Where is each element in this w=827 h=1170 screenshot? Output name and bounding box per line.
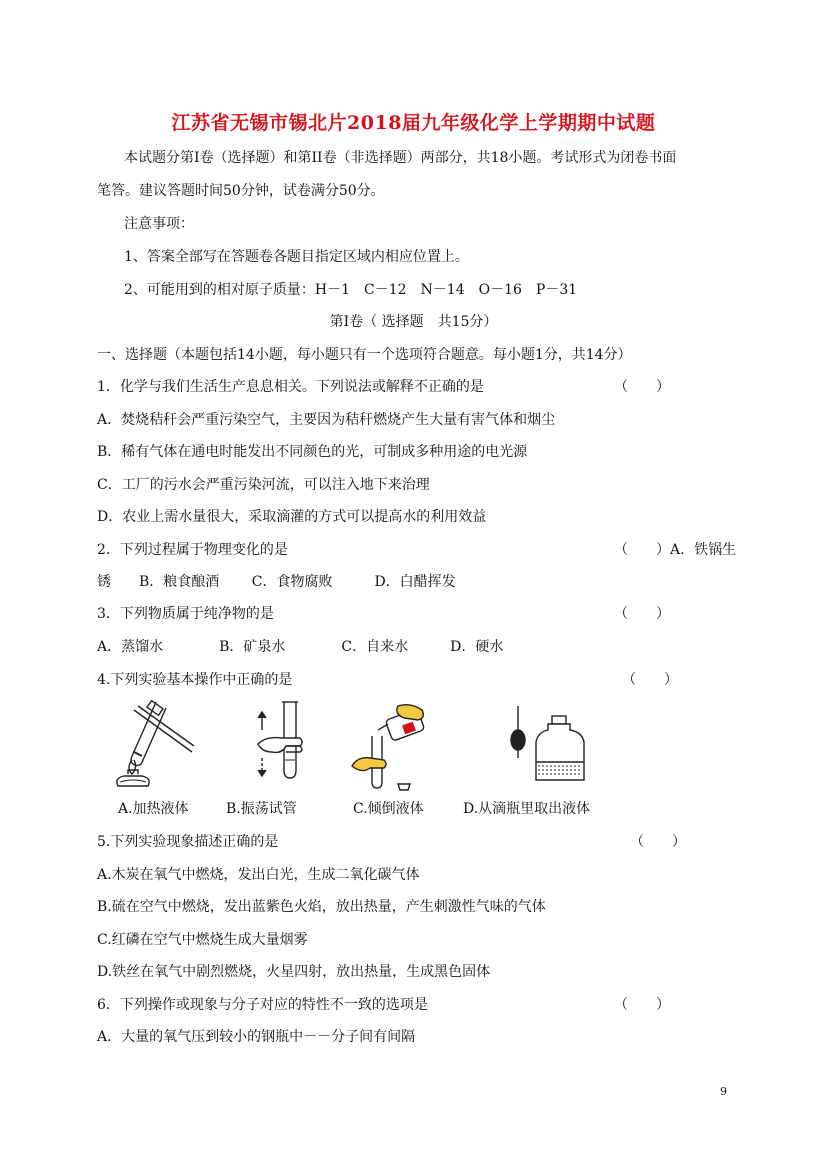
q5-option-c: C.红磷在空气中燃烧生成大量烟雾 bbox=[97, 932, 308, 948]
q1-stem: 1．化学与我们生活生产息息相关。下列说法或解释不正确的是 bbox=[97, 379, 484, 395]
q4-caption-a: A.加热液体 bbox=[118, 801, 189, 817]
document-title: 江苏省无锡市锡北片2018届九年级化学上学期期中试题 bbox=[171, 112, 656, 134]
figure-c-pouring-liquid bbox=[348, 700, 428, 792]
q4-caption-c: C.倾倒液体 bbox=[353, 801, 424, 817]
q3-options: A．蒸馏水 B．矿泉水 C．自来水 D．硬水 bbox=[97, 639, 504, 655]
q5-answer-bracket: （ ） bbox=[630, 834, 686, 850]
q5-option-a: A.木炭在氧气中燃烧，发出白光，生成二氧化碳气体 bbox=[97, 867, 420, 883]
q4-stem: 4.下列实验基本操作中正确的是 bbox=[97, 672, 293, 688]
q6-stem: 6．下列操作或现象与分子对应的特性不一致的选项是 bbox=[97, 997, 428, 1013]
q1-option-d: D．农业上需水量很大，采取滴灌的方式可以提高水的利用效益 bbox=[97, 509, 487, 525]
q3-stem: 3．下列物质属于纯净物的是 bbox=[97, 606, 274, 622]
figure-d-dropper-bottle bbox=[500, 700, 590, 786]
q1-option-a: A．焚烧秸秆会严重污染空气，主要因为秸秆燃烧产生大量有害气体和烟尘 bbox=[97, 412, 556, 428]
q6-answer-bracket: （ ） bbox=[614, 997, 670, 1013]
page-number: 9 bbox=[720, 1085, 727, 1098]
notice-item-2: 2、可能用到的相对原子质量：H－1 C－12 N－14 O－16 P－31 bbox=[124, 282, 578, 298]
q3-answer-bracket: （ ） bbox=[614, 606, 670, 622]
q2-options: 锈 B．粮食酿酒 C．食物腐败 D．白醋挥发 bbox=[97, 574, 456, 590]
figure-b-shaking-tube bbox=[252, 700, 312, 786]
figure-a-heating-liquid bbox=[104, 700, 196, 788]
intro-line-2: 笔答。建议答题时间50分钟，试卷满分50分。 bbox=[97, 183, 385, 199]
q1-option-b: B．稀有气体在通电时能发出不同颜色的光，可制成多种用途的电光源 bbox=[97, 444, 528, 460]
q4-answer-bracket: （ ） bbox=[622, 672, 678, 688]
q1-answer-bracket: （ ） bbox=[614, 379, 670, 395]
q2-stem: 2．下列过程属于物理变化的是 bbox=[97, 542, 288, 558]
notice-heading: 注意事项： bbox=[124, 216, 194, 232]
intro-line-1: 本试题分第Ⅰ卷（选择题）和第II卷（非选择题）两部分，共18小题。考试形式为闭卷书面 bbox=[124, 150, 677, 166]
notice-item-1: 1、答案全部写在答题卷各题目指定区域内相应位置上。 bbox=[124, 249, 469, 265]
q5-option-b: B.硫在空气中燃烧，发出蓝紫色火焰，放出热量，产生刺激性气味的气体 bbox=[97, 899, 546, 915]
q2-tail: （ ）A．铁锅生 bbox=[614, 542, 737, 558]
q4-caption-b: B.振荡试管 bbox=[226, 801, 297, 817]
part1-title: 第Ⅰ卷（ 选择题 共15分） bbox=[329, 314, 498, 330]
q5-stem: 5.下列实验现象描述正确的是 bbox=[97, 834, 279, 850]
q6-option-a: A．大量的氧气压到较小的钢瓶中－－分子间有间隔 bbox=[97, 1029, 416, 1045]
q1-option-c: C．工厂的污水会严重污染河流，可以注入地下来治理 bbox=[97, 477, 430, 493]
q4-caption-d: D.从滴瓶里取出液体 bbox=[463, 801, 591, 817]
q5-option-d: D.铁丝在氧气中剧烈燃烧，火星四射，放出热量，生成黑色固体 bbox=[97, 964, 491, 980]
section-title: 一、选择题（本题包括14小题，每小题只有一个选项符合题意。每小题1分，共14分） bbox=[97, 347, 632, 363]
